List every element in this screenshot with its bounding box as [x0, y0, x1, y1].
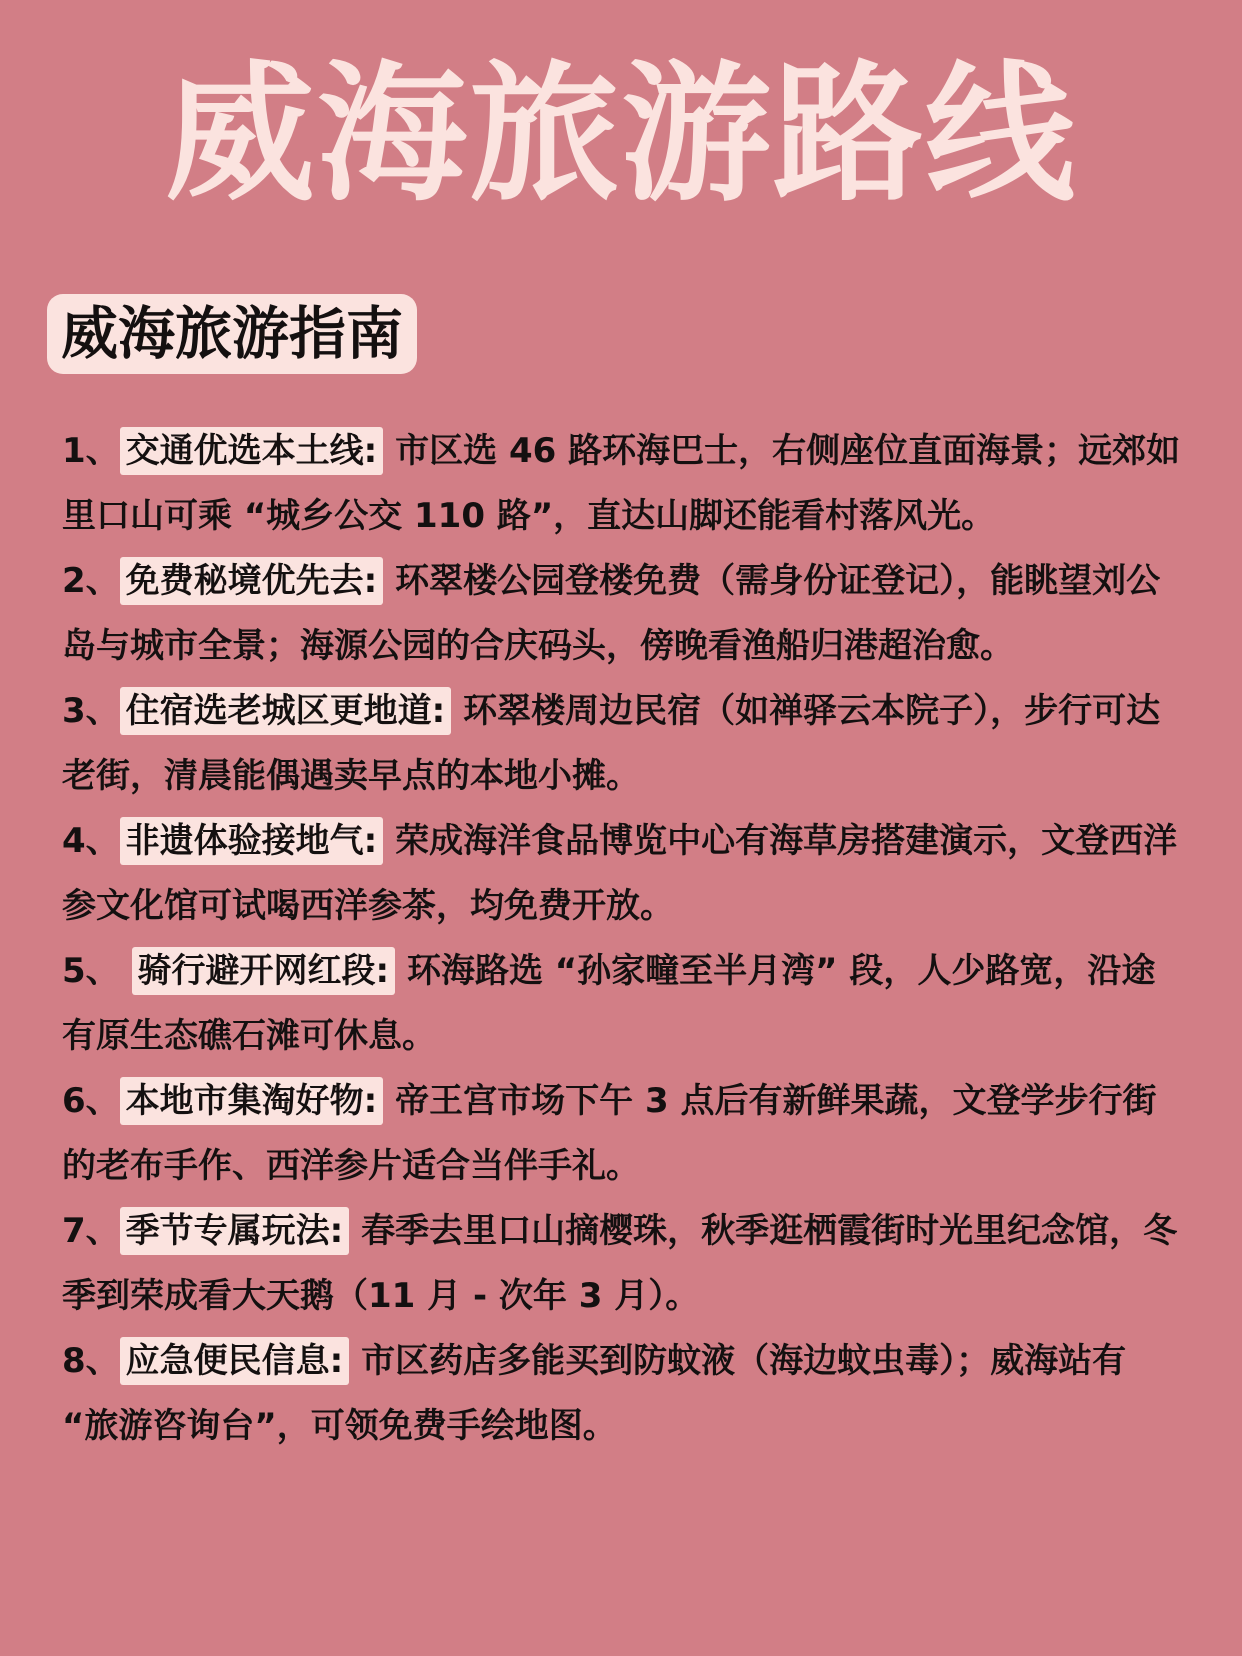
tip-text: 帝王宫市场下午 3 点后有新鲜果蔬，文登学步行街的老布手作、西洋参片适合当伴手礼。	[62, 1081, 1157, 1186]
tip-item-1	[62, 419, 1182, 549]
tip-keyword: 住宿选老城区更地道:	[120, 687, 452, 735]
poster-title: 威海旅游路线	[164, 48, 1077, 222]
tip-number: 5、	[62, 951, 120, 991]
tip-text: 环翠楼周边民宿（如禅驿云本院子），步行可达老街，清晨能偶遇卖早点的本地小摊。	[62, 691, 1161, 796]
tip-text: 市区药店多能买到防蚊液（海边蚊虫毒）；威海站有 “旅游咨询台”，可领免费手绘地图。	[62, 1341, 1127, 1446]
tip-text: 环翠楼公园登楼免费（需身份证登记），能眺望刘公岛与城市全景；海源公园的合庆码头，傍晚看渔船归港超治愈。	[62, 561, 1161, 666]
tip-item-7	[62, 1199, 1182, 1329]
tip-number: 7、	[62, 1211, 120, 1251]
tip-keyword: 非遗体验接地气:	[120, 817, 384, 865]
tip-keyword: 应急便民信息:	[120, 1337, 350, 1385]
tip-number: 4、	[62, 821, 120, 861]
tip-keyword: 免费秘境优先去:	[120, 557, 384, 605]
tip-item-5	[62, 939, 1182, 1069]
tip-number: 8、	[62, 1341, 120, 1381]
tip-text: 环海路选 “孙家疃至半月湾” 段，人少路宽，沿途有原生态礁石滩可休息。	[62, 951, 1156, 1056]
tip-number: 3、	[62, 691, 120, 731]
tip-text: 春季去里口山摘樱珠，秋季逛栖霞街时光里纪念馆，冬季到荣成看大天鹅（11 月 - 次年 3 月）。	[62, 1211, 1178, 1316]
tip-item-6	[62, 1069, 1182, 1199]
tip-item-2	[62, 549, 1182, 679]
tip-item-8	[62, 1329, 1182, 1459]
section-heading: 威海旅游指南	[47, 294, 417, 374]
tip-keyword: 本地市集淘好物:	[120, 1077, 384, 1125]
tip-keyword: 骑行避开网红段:	[132, 947, 396, 995]
tip-item-3	[62, 679, 1182, 809]
tip-text: 市区选 46 路环海巴士，右侧座位直面海景；远郊如里口山可乘 “城乡公交 110 路”，直达山脚还能看村落风光。	[62, 431, 1181, 536]
tip-item-4	[62, 809, 1182, 939]
tips-list	[62, 419, 1182, 1459]
tip-keyword: 季节专属玩法:	[120, 1207, 350, 1255]
tip-number: 1、	[62, 431, 120, 471]
tip-keyword: 交通优选本土线:	[120, 427, 384, 475]
tip-text: 荣成海洋食品博览中心有海草房搭建演示，文登西洋参文化馆可试喝西洋参茶，均免费开放。	[62, 821, 1178, 926]
tip-number: 6、	[62, 1081, 120, 1121]
tip-number: 2、	[62, 561, 120, 601]
